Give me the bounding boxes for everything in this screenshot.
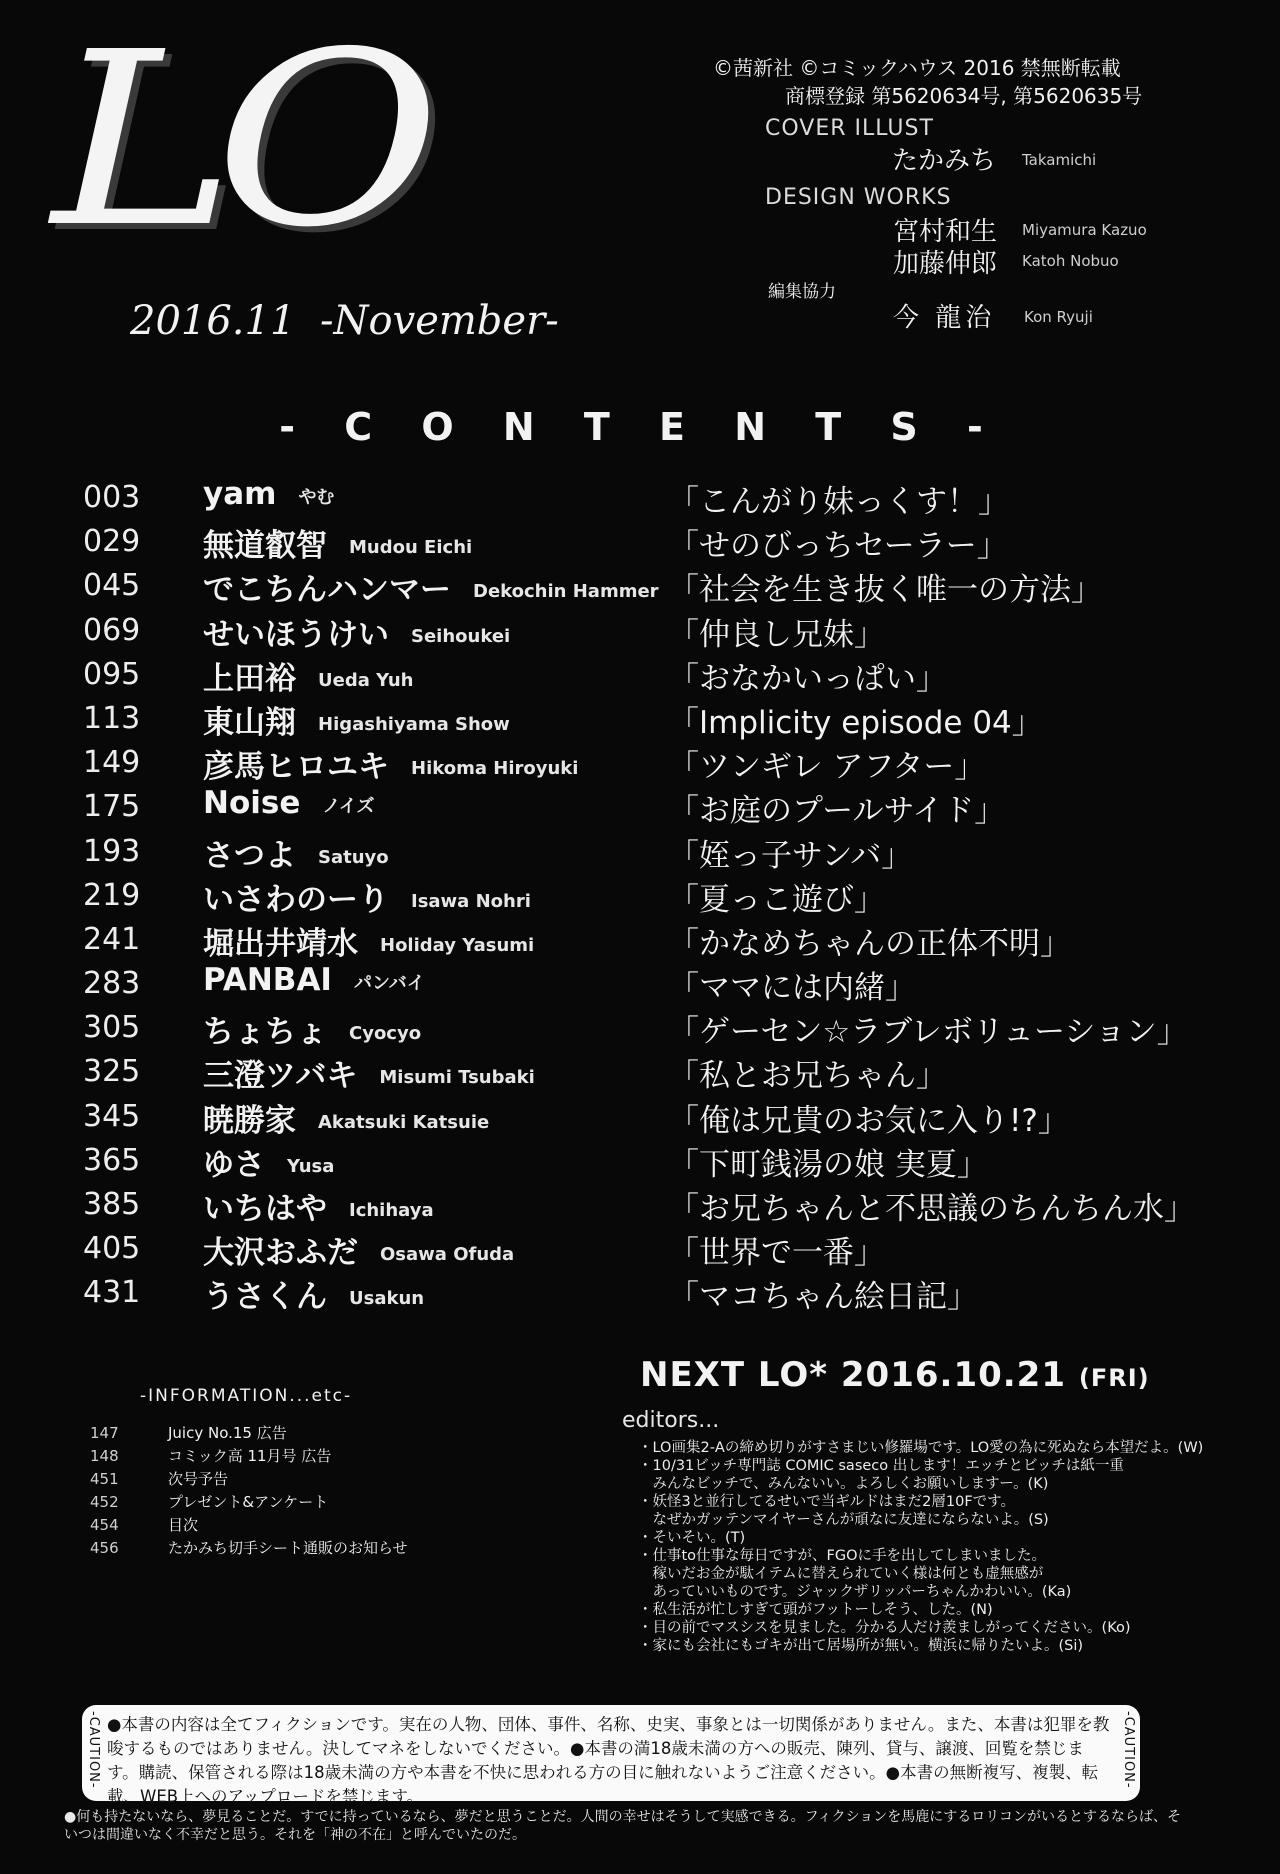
editor-note-line: ・妖怪3と並行してるせいで当ギルドはまだ2層10Fです。 xyxy=(638,1494,1015,1510)
toc-author xyxy=(203,520,472,565)
editorial-assist-label: 編集協力 xyxy=(768,282,836,302)
toc-story-title: 「ゲーセン☆ラブレボリューション」 xyxy=(668,1014,1188,1051)
toc-row xyxy=(0,785,1280,829)
information-item xyxy=(90,1445,331,1466)
information-label: プレゼント&アンケート xyxy=(168,1493,329,1511)
toc-story-title: 「社会を生き抜く唯一の方法」 xyxy=(668,572,1102,609)
information-label: たかみち切手シート通販のお知らせ xyxy=(168,1539,408,1557)
issue-date: 2016.11 xyxy=(130,298,296,344)
toc-author xyxy=(203,918,534,963)
toc-row xyxy=(0,520,1280,564)
toc-row xyxy=(0,830,1280,874)
toc-author-name: いちはや xyxy=(203,1191,327,1227)
next-issue-text: NEXT LO* 2016.10.21 xyxy=(640,1355,1066,1395)
toc-page-number: 365 xyxy=(83,1142,141,1178)
toc-author xyxy=(203,1139,334,1184)
toc-row xyxy=(0,1050,1280,1094)
cover-illust-name: たかみち xyxy=(892,146,997,176)
toc-author-roman: Dekochin Hammer xyxy=(473,581,659,603)
toc-row xyxy=(0,476,1280,520)
toc-row xyxy=(0,1271,1280,1315)
toc-page-number: 219 xyxy=(83,877,141,913)
toc-author-roman: Satuyo xyxy=(318,846,389,868)
toc-page-number: 345 xyxy=(83,1098,141,1134)
toc-row xyxy=(0,962,1280,1006)
toc-story-title: 「ママには内緒」 xyxy=(668,970,916,1007)
trademark-line: 商標登録 第5620634号, 第5620635号 xyxy=(785,84,1143,108)
design-works-label: DESIGN WORKS xyxy=(765,185,952,210)
information-item xyxy=(90,1514,198,1535)
toc-author-roman: Hikoma Hiroyuki xyxy=(411,758,579,780)
information-page: 148 xyxy=(90,1447,119,1465)
toc-author xyxy=(203,1271,424,1316)
toc-author xyxy=(203,1006,421,1051)
toc-author-name: ゆさ xyxy=(203,1146,265,1183)
toc-author-roman: Osawa Ofuda xyxy=(380,1244,515,1266)
toc-row xyxy=(0,741,1280,785)
toc-author-roman: パンバイ xyxy=(353,972,425,994)
copyright-line: ©茜新社 ©コミックハウス 2016 禁無断転載 xyxy=(713,56,1121,80)
information-label: 次号予告 xyxy=(168,1470,229,1488)
information-label: 目次 xyxy=(168,1516,199,1534)
toc-author xyxy=(203,476,334,512)
next-issue-day: (FRI) xyxy=(1078,1364,1150,1392)
toc-author-roman: Ueda Yuh xyxy=(318,669,414,691)
toc-story-title: 「お庭のプールサイド」 xyxy=(668,793,1006,830)
information-label: コミック高 11月号 広告 xyxy=(168,1447,332,1465)
editorial-assist-name: 今 龍治 xyxy=(893,303,996,333)
editors-heading: editors... xyxy=(622,1408,720,1433)
toc-author xyxy=(203,697,510,742)
toc-row xyxy=(0,1139,1280,1183)
designer-name: 加藤伸郎 xyxy=(893,249,998,279)
toc-author-name: ちょちょ xyxy=(203,1014,327,1051)
toc-row xyxy=(0,1006,1280,1050)
information-page: 452 xyxy=(90,1493,119,1511)
toc-author-name: 堀出井靖水 xyxy=(203,925,358,962)
toc-story-title: 「おなかいっぱい」 xyxy=(668,660,947,697)
toc-author xyxy=(203,1183,434,1228)
toc-page-number: 193 xyxy=(83,833,141,869)
editor-note-line: ・私生活が忙しすぎて頭がフットーしそう、した。(N) xyxy=(638,1602,993,1618)
information-page: 147 xyxy=(90,1424,119,1442)
toc-story-title: 「かなめちゃんの正体不明」 xyxy=(668,925,1071,962)
caution-side-label-left: -CAUTION- xyxy=(86,1711,101,1789)
toc-author-name: さつよ xyxy=(203,837,296,874)
editor-note-line: みんなビッチで、みんないい。よろしくお願いしますー。(K) xyxy=(638,1476,1049,1492)
toc-author-name: せいほうけい xyxy=(203,616,389,653)
toc-author-name: 無道叡智 xyxy=(203,528,327,565)
toc-story-title: 「下町銭湯の娘 実夏」 xyxy=(668,1146,988,1183)
toc-author-name: 三澄ツバキ xyxy=(203,1058,358,1095)
toc-author-roman: ノイズ xyxy=(322,795,375,817)
toc-row xyxy=(0,609,1280,653)
contents-heading: - C O N T E N T S - xyxy=(279,405,1001,449)
toc-row xyxy=(0,1095,1280,1139)
information-page: 451 xyxy=(90,1470,119,1488)
toc-story-title: 「仲良し兄妹」 xyxy=(668,616,885,653)
toc-story-title: 「ツンギレ アフター」 xyxy=(668,749,986,786)
toc-author xyxy=(203,653,413,698)
toc-author-roman: Seihoukei xyxy=(411,625,511,647)
toc-author-roman: Cyocyo xyxy=(349,1023,422,1045)
toc-author-roman: Mudou Eichi xyxy=(349,537,473,559)
designer-roman: Katoh Nobuo xyxy=(1022,252,1119,270)
toc-author-name: うさくん xyxy=(203,1279,327,1316)
toc-story-title: 「せのびっちセーラー」 xyxy=(668,528,1008,565)
toc-page-number: 405 xyxy=(83,1231,141,1267)
toc-author-name: yam xyxy=(203,476,277,512)
toc-story-title: 「Implicity episode 04」 xyxy=(668,704,1043,741)
toc-author-roman: やむ xyxy=(298,486,335,508)
information-heading: -INFORMATION...etc- xyxy=(140,1386,353,1406)
toc-story-title: 「お兄ちゃんと不思議のちんちん水」 xyxy=(668,1191,1195,1227)
toc-author xyxy=(203,830,389,875)
toc-author xyxy=(203,785,375,821)
toc-author xyxy=(203,874,531,919)
information-item xyxy=(90,1422,287,1443)
footer-note: ●何も持たないなら、夢見ることだ。すでに持っているなら、夢だと思うことだ。人間の幸せはそうして実感できる。フィクションを馬鹿にするロリコンがいるとするならば、そいつは間違いなく不幸だと思う。それを「神の不在」と呼んでいたのだ。 xyxy=(64,1809,1181,1843)
toc-author-name: いさわのーり xyxy=(203,881,389,918)
information-item xyxy=(90,1537,408,1558)
cover-illust-label: COVER ILLUST xyxy=(765,116,934,141)
editor-note-line: あっていいものです。ジャックザリッパーちゃんかわいい。(Ka) xyxy=(638,1584,1072,1600)
toc-page-number: 431 xyxy=(83,1275,141,1311)
toc-story-title: 「こんがり妹っくす！」 xyxy=(668,484,1009,520)
information-item xyxy=(90,1491,328,1512)
toc-story-title: 「俺は兄貴のお気に入り!?」 xyxy=(668,1102,1069,1139)
toc-page-number: 113 xyxy=(83,700,141,736)
toc-author-name: PANBAI xyxy=(203,962,332,999)
toc-author-roman: Holiday Yasumi xyxy=(380,934,535,956)
toc-row xyxy=(0,1183,1280,1227)
toc-author-name: 上田裕 xyxy=(203,660,296,697)
toc-page-number: 149 xyxy=(83,745,141,781)
designer-roman: Miyamura Kazuo xyxy=(1022,221,1147,239)
toc-story-title: 「姪っ子サンバ」 xyxy=(668,837,913,874)
toc-story-title: 「世界で一番」 xyxy=(668,1235,885,1272)
toc-author-roman: Akatsuki Katsuie xyxy=(318,1111,490,1133)
toc-row xyxy=(0,918,1280,962)
editor-note-line: ・そいそい。(T) xyxy=(638,1530,746,1546)
editor-note-line: ・目の前でマスシスを見ました。分かる人だけ羨ましがってください。(Ko) xyxy=(638,1620,1131,1636)
editor-note-line: 稼いだお金が駄イテムに替えられていく様は何とも虚無感が xyxy=(638,1566,1044,1582)
toc-page-number: 325 xyxy=(83,1054,141,1090)
toc-page-number: 003 xyxy=(83,480,141,515)
magazine-logo: LO xyxy=(52,0,421,280)
toc-author xyxy=(203,1227,514,1272)
toc-story-title: 「マコちゃん絵日記」 xyxy=(668,1279,978,1316)
table-of-contents xyxy=(0,476,1280,1316)
toc-page-number: 385 xyxy=(83,1187,141,1222)
toc-author-roman: Isawa Nohri xyxy=(411,890,531,912)
toc-author-name: 彦馬ヒロユキ xyxy=(203,749,389,786)
toc-row xyxy=(0,697,1280,741)
editor-note-line: なぜかガッテンマイヤーさんが頑なに友達にならないよ。(S) xyxy=(638,1512,1049,1528)
toc-author-name: 大沢おふだ xyxy=(203,1235,358,1272)
editor-note-line: ・仕事to仕事な毎日ですが、FGOに手を出してしまいました。 xyxy=(638,1548,1047,1564)
toc-author xyxy=(203,1050,535,1095)
editor-note-line: ・10/31ビッチ専門誌 COMIC saseco 出します！エッチとビッチは紙一重 xyxy=(638,1458,1124,1474)
toc-author-name: 東山翔 xyxy=(203,704,296,741)
editor-note-line: ・家にも会社にもゴキが出て居場所が無い。横浜に帰りたいよ。(Si) xyxy=(638,1638,1084,1654)
toc-author-roman: Yusa xyxy=(287,1155,335,1177)
toc-author-roman: Usakun xyxy=(349,1288,425,1310)
toc-row xyxy=(0,564,1280,608)
toc-page-number: 175 xyxy=(83,789,141,825)
toc-page-number: 283 xyxy=(83,966,141,1002)
toc-page-number: 095 xyxy=(83,656,141,692)
toc-row xyxy=(0,1227,1280,1271)
toc-author xyxy=(203,564,659,609)
cover-illust-roman: Takamichi xyxy=(1022,151,1097,169)
caution-side-label-right: -CAUTION- xyxy=(1121,1711,1136,1789)
editorial-assist-roman: Kon Ryuji xyxy=(1024,308,1093,326)
toc-author-roman: Misumi Tsubaki xyxy=(379,1067,535,1089)
toc-page-number: 069 xyxy=(83,612,141,648)
toc-author-roman: Ichihaya xyxy=(349,1200,434,1221)
toc-story-title: 「私とお兄ちゃん」 xyxy=(668,1058,947,1095)
toc-author xyxy=(203,1095,489,1140)
toc-page-number: 029 xyxy=(83,524,141,560)
information-label: Juicy No.15 広告 xyxy=(168,1424,287,1442)
caution-box xyxy=(82,1705,1140,1806)
information-page: 456 xyxy=(90,1539,119,1557)
issue-month: -November- xyxy=(320,298,559,344)
toc-author xyxy=(203,741,578,786)
toc-page-number: 045 xyxy=(83,568,141,604)
toc-author xyxy=(203,962,425,998)
toc-author xyxy=(203,609,510,654)
information-item xyxy=(90,1468,228,1489)
toc-row xyxy=(0,653,1280,697)
caution-text: ●本書の内容は全てフィクションです。実在の人物、団体、事件、名称、史実、事象とは一切関係がありません。また、本書は犯罪を教唆するものではありません。決してマネをしないでください。●本書の満18歳未満の方への販売、陳列、貸与、譲渡、回覧を禁じます。購読、保管される際は18歳未満の方や本書を不快に思われる方の目に触れないようご注意ください。●本書の無断複写、複製、転載、WEB上へのアップロードを禁じます。 xyxy=(107,1715,1110,1806)
toc-story-title: 「夏っこ遊び」 xyxy=(668,881,885,918)
toc-author-roman: Higashiyama Show xyxy=(318,713,510,735)
editor-note-line: ・LO画集2-Aの締め切りがすさまじい修羅場です。LO愛の為に死ぬなら本望だよ。(W) xyxy=(638,1440,1204,1456)
designer-name: 宮村和生 xyxy=(893,217,998,247)
toc-author-name: でこちんハンマー xyxy=(203,572,451,609)
toc-row xyxy=(0,874,1280,918)
information-page: 454 xyxy=(90,1516,119,1534)
toc-page-number: 241 xyxy=(83,921,141,957)
next-issue-date xyxy=(640,1355,1150,1395)
toc-author-name: 暁勝家 xyxy=(203,1102,296,1139)
toc-page-number: 305 xyxy=(83,1010,141,1046)
toc-author-name: Noise xyxy=(203,785,301,822)
